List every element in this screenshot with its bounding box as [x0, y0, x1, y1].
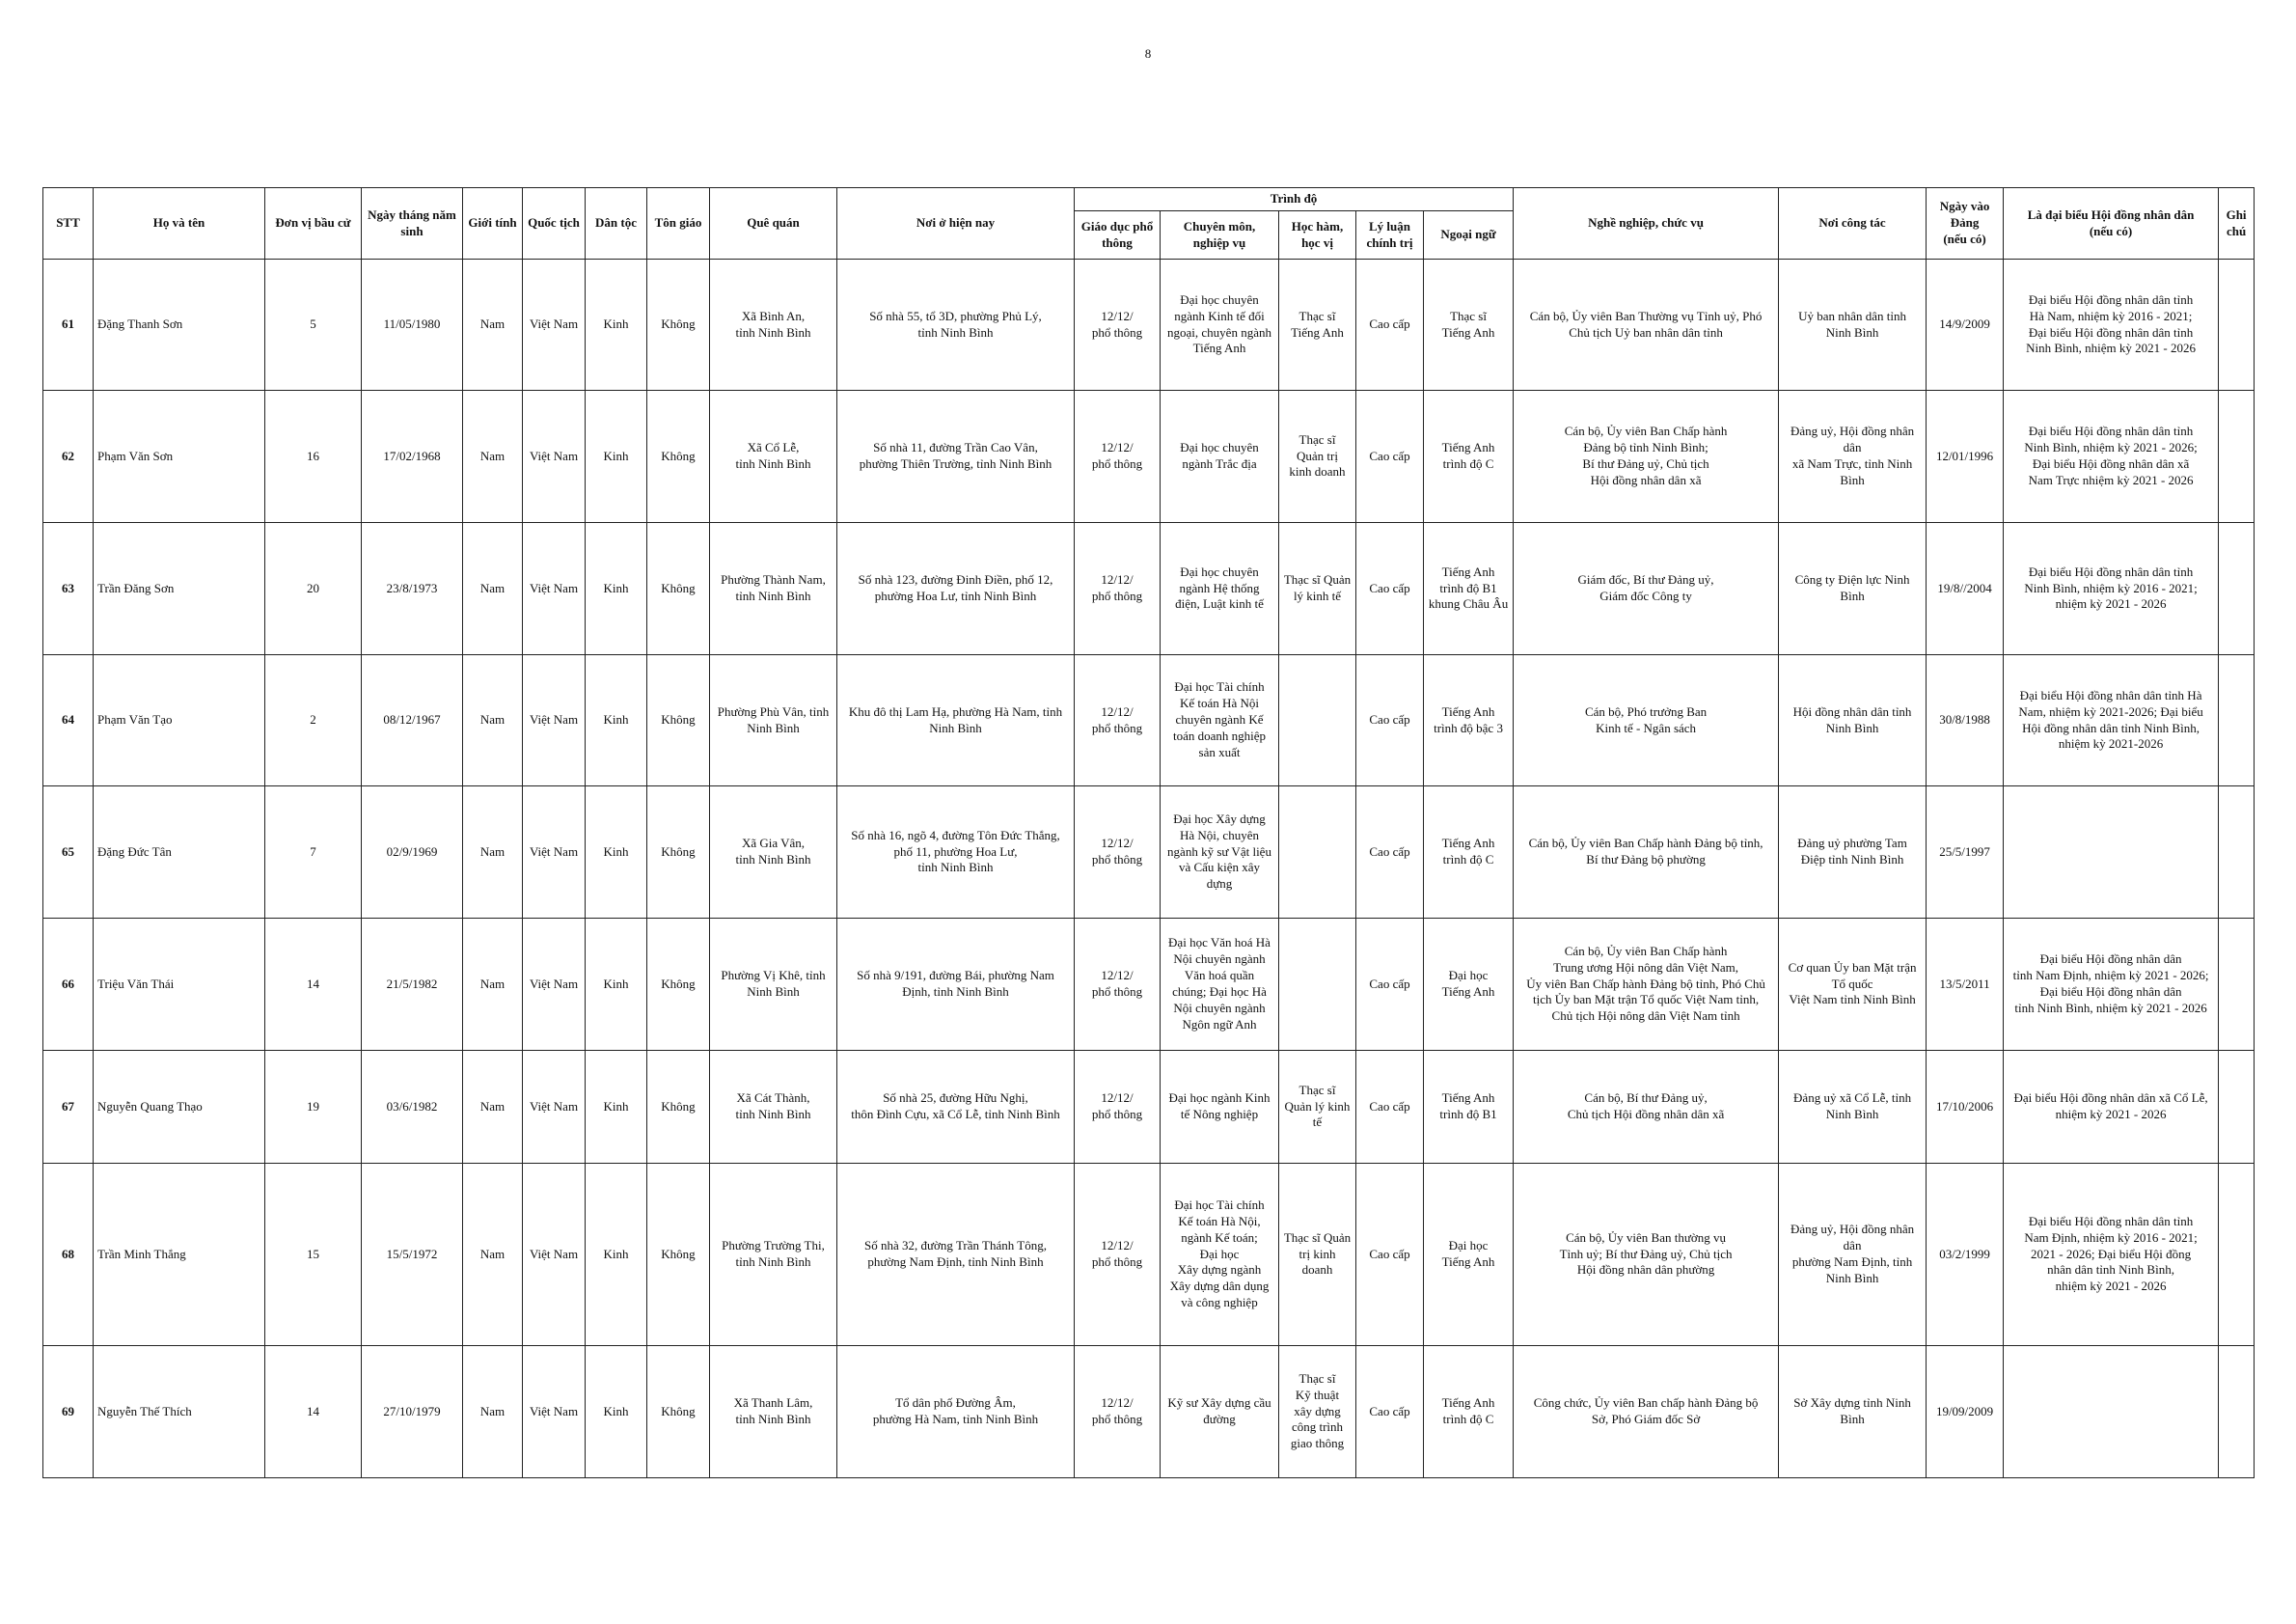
- cell-ngay-vao-dang: 14/9/2009: [1927, 260, 2004, 391]
- cell-chuyen-mon: Đại học chuyên ngành Hệ thống điện, Luật kinh tế: [1161, 523, 1279, 655]
- cell-gioi-tinh: Nam: [463, 786, 523, 919]
- cell-gioi-tinh: Nam: [463, 919, 523, 1051]
- cell-que-quan: Xã Bình An, tỉnh Ninh Bình: [710, 260, 837, 391]
- cell-nghe-nghiep: Cán bộ, Ủy viên Ban Chấp hành Đảng bộ tỉnh, Bí thư Đảng bộ phường: [1514, 786, 1779, 919]
- cell-quoc-tich: Việt Nam: [523, 786, 586, 919]
- cell-hoc-ham: [1279, 655, 1356, 786]
- header-hoc-ham: Học hàm, học vị: [1279, 211, 1356, 260]
- cell-chuyen-mon: Đại học Xây dựng Hà Nội, chuyên ngành kỹ sư Vật liệu và Cấu kiện xây dựng: [1161, 786, 1279, 919]
- cell-noi-o: Số nhà 9/191, đường Bái, phường Nam Định, tỉnh Ninh Bình: [837, 919, 1075, 1051]
- table-row: [43, 260, 2255, 391]
- cell-noi-o: Số nhà 55, tổ 3D, phường Phủ Lý, tỉnh Ninh Bình: [837, 260, 1075, 391]
- cell-nghe-nghiep: Cán bộ, Ủy viên Ban Chấp hành Trung ương Hội nông dân Việt Nam, Ủy viên Ban Chấp hành Đảng bộ tỉnh, Phó Chủ tịch Ủy ban Mặt trận Tổ quốc Việt Nam tỉnh, Chủ tịch Hội nông dân Việt Nam tỉnh: [1514, 919, 1779, 1051]
- cell-stt: 61: [43, 260, 94, 391]
- cell-nghe-nghiep: Cán bộ, Ủy viên Ban thường vụ Tỉnh uỷ; Bí thư Đảng uỷ, Chủ tịch Hội đồng nhân dân phường: [1514, 1164, 1779, 1346]
- cell-dan-toc: Kinh: [586, 1051, 647, 1164]
- cell-ngay-sinh: 21/5/1982: [362, 919, 463, 1051]
- cell-dai-bieu: Đại biểu Hội đồng nhân dân tỉnh Hà Nam, nhiệm kỳ 2021-2026; Đại biểu Hội đồng nhân dân tỉnh Ninh Bình, nhiệm kỳ 2021-2026: [2004, 655, 2219, 786]
- cell-dai-bieu: Đại biểu Hội đồng nhân dân tỉnh Nam Định, nhiệm kỳ 2021 - 2026; Đại biểu Hội đồng nhân dân tỉnh Ninh Bình, nhiệm kỳ 2021 - 2026: [2004, 919, 2219, 1051]
- cell-ho-ten: Phạm Văn Sơn: [94, 391, 265, 523]
- cell-nghe-nghiep: Cán bộ, Ủy viên Ban Chấp hành Đảng bộ tỉnh Ninh Bình; Bí thư Đảng uỷ, Chủ tịch Hội đồng nhân dân xã: [1514, 391, 1779, 523]
- cell-chuyen-mon: Đại học Tài chính Kế toán Hà Nội chuyên ngành Kế toán doanh nghiệp sản xuất: [1161, 655, 1279, 786]
- cell-noi-cong-tac: Công ty Điện lực Ninh Bình: [1779, 523, 1927, 655]
- header-noi-o: Nơi ở hiện nay: [837, 188, 1075, 260]
- cell-hoc-ham: Thạc sĩ Quản trị kinh doanh: [1279, 391, 1356, 523]
- cell-gioi-tinh: Nam: [463, 655, 523, 786]
- cell-ho-ten: Triệu Văn Thái: [94, 919, 265, 1051]
- cell-nghe-nghiep: Cán bộ, Bí thư Đảng uỷ, Chủ tịch Hội đồng nhân dân xã: [1514, 1051, 1779, 1164]
- table-row: [43, 919, 2255, 1051]
- cell-hoc-ham: Thạc sĩ Quản trị kinh doanh: [1279, 1164, 1356, 1346]
- cell-ly-luan: Cao cấp: [1356, 919, 1424, 1051]
- cell-gdpt: 12/12/ phổ thông: [1075, 1164, 1161, 1346]
- cell-noi-o: Số nhà 25, đường Hữu Nghị, thôn Đình Cựu, xã Cổ Lễ, tỉnh Ninh Bình: [837, 1051, 1075, 1164]
- cell-ho-ten: Đặng Đức Tân: [94, 786, 265, 919]
- table-row: [43, 786, 2255, 919]
- cell-don-vi: 20: [265, 523, 362, 655]
- cell-dai-bieu: Đại biểu Hội đồng nhân dân tỉnh Ninh Bình, nhiệm kỳ 2021 - 2026; Đại biểu Hội đồng nhân dân xã Nam Trực nhiệm kỳ 2021 - 2026: [2004, 391, 2219, 523]
- cell-gioi-tinh: Nam: [463, 1346, 523, 1478]
- cell-ton-giao: Không: [647, 655, 710, 786]
- cell-stt: 68: [43, 1164, 94, 1346]
- cell-noi-o: Số nhà 32, đường Trần Thánh Tông, phường Nam Định, tỉnh Ninh Bình: [837, 1164, 1075, 1346]
- header-gioi-tinh: Giới tính: [463, 188, 523, 260]
- cell-dan-toc: Kinh: [586, 1346, 647, 1478]
- cell-stt: 66: [43, 919, 94, 1051]
- header-gdpt: Giáo dục phổ thông: [1075, 211, 1161, 260]
- cell-noi-o: Khu đô thị Lam Hạ, phường Hà Nam, tỉnh Ninh Bình: [837, 655, 1075, 786]
- cell-ngay-sinh: 11/05/1980: [362, 260, 463, 391]
- cell-stt: 64: [43, 655, 94, 786]
- cell-dai-bieu: [2004, 786, 2219, 919]
- table-row: [43, 1346, 2255, 1478]
- cell-que-quan: Phường Phù Vân, tỉnh Ninh Bình: [710, 655, 837, 786]
- cell-ngoai-ngu: Tiếng Anh trình độ C: [1424, 1346, 1514, 1478]
- cell-dai-bieu: Đại biểu Hội đồng nhân dân tỉnh Ninh Bình, nhiệm kỳ 2016 - 2021; nhiệm kỳ 2021 - 2026: [2004, 523, 2219, 655]
- cell-hoc-ham: Thạc sĩ Quản lý kinh tế: [1279, 523, 1356, 655]
- cell-ngoai-ngu: Tiếng Anh trình độ C: [1424, 786, 1514, 919]
- cell-ton-giao: Không: [647, 523, 710, 655]
- cell-ngay-vao-dang: 13/5/2011: [1927, 919, 2004, 1051]
- cell-noi-cong-tac: Hội đồng nhân dân tỉnh Ninh Bình: [1779, 655, 1927, 786]
- cell-ngoai-ngu: Đại học Tiếng Anh: [1424, 1164, 1514, 1346]
- cell-don-vi: 2: [265, 655, 362, 786]
- header-dan-toc: Dân tộc: [586, 188, 647, 260]
- cell-noi-o: Số nhà 16, ngõ 4, đường Tôn Đức Thắng, phố 11, phường Hoa Lư, tỉnh Ninh Bình: [837, 786, 1075, 919]
- cell-ghi-chu: [2219, 523, 2255, 655]
- header-ghi-chu: Ghi chú: [2219, 188, 2255, 260]
- table-row: [43, 655, 2255, 786]
- cell-stt: 67: [43, 1051, 94, 1164]
- header-trinh-do: Trình độ: [1075, 188, 1514, 211]
- cell-ngay-sinh: 02/9/1969: [362, 786, 463, 919]
- cell-ngay-vao-dang: 19/8//2004: [1927, 523, 2004, 655]
- cell-noi-cong-tac: Sở Xây dựng tỉnh Ninh Bình: [1779, 1346, 1927, 1478]
- cell-noi-cong-tac: Đảng uỷ, Hội đồng nhân dân phường Nam Định, tỉnh Ninh Bình: [1779, 1164, 1927, 1346]
- cell-dai-bieu: Đại biểu Hội đồng nhân dân tỉnh Nam Định, nhiệm kỳ 2016 - 2021; 2021 - 2026; Đại biểu Hội đồng nhân dân tỉnh Ninh Bình, nhiệm kỳ 2021 - 2026: [2004, 1164, 2219, 1346]
- cell-ly-luan: Cao cấp: [1356, 655, 1424, 786]
- cell-stt: 62: [43, 391, 94, 523]
- cell-quoc-tich: Việt Nam: [523, 1346, 586, 1478]
- cell-que-quan: Phường Vị Khê, tỉnh Ninh Bình: [710, 919, 837, 1051]
- cell-gioi-tinh: Nam: [463, 523, 523, 655]
- cell-dan-toc: Kinh: [586, 1164, 647, 1346]
- cell-noi-o: Số nhà 11, đường Trần Cao Vân, phường Thiên Trường, tỉnh Ninh Bình: [837, 391, 1075, 523]
- cell-que-quan: Xã Cát Thành, tỉnh Ninh Bình: [710, 1051, 837, 1164]
- cell-quoc-tich: Việt Nam: [523, 655, 586, 786]
- cell-noi-cong-tac: Đảng uỷ xã Cổ Lễ, tỉnh Ninh Bình: [1779, 1051, 1927, 1164]
- cell-que-quan: Phường Thành Nam, tỉnh Ninh Bình: [710, 523, 837, 655]
- cell-don-vi: 19: [265, 1051, 362, 1164]
- cell-ghi-chu: [2219, 919, 2255, 1051]
- cell-dai-bieu: [2004, 1346, 2219, 1478]
- cell-noi-cong-tac: Đảng uỷ phường Tam Điệp tỉnh Ninh Bình: [1779, 786, 1927, 919]
- cell-dai-bieu: Đại biểu Hội đồng nhân dân tỉnh Hà Nam, nhiệm kỳ 2016 - 2021; Đại biểu Hội đồng nhân dân tỉnh Ninh Bình, nhiệm kỳ 2021 - 2026: [2004, 260, 2219, 391]
- cell-nghe-nghiep: Cán bộ, Ủy viên Ban Thường vụ Tỉnh uỷ, Phó Chủ tịch Uỷ ban nhân dân tỉnh: [1514, 260, 1779, 391]
- header-ngay-vao-dang: Ngày vào Đảng (nếu có): [1927, 188, 2004, 260]
- cell-ghi-chu: [2219, 1346, 2255, 1478]
- cell-ngay-vao-dang: 19/09/2009: [1927, 1346, 2004, 1478]
- cell-ho-ten: Phạm Văn Tạo: [94, 655, 265, 786]
- cell-quoc-tich: Việt Nam: [523, 1051, 586, 1164]
- cell-chuyen-mon: Đại học ngành Kinh tế Nông nghiệp: [1161, 1051, 1279, 1164]
- cell-ton-giao: Không: [647, 1346, 710, 1478]
- cell-gdpt: 12/12/ phổ thông: [1075, 1346, 1161, 1478]
- cell-gdpt: 12/12/ phổ thông: [1075, 391, 1161, 523]
- table-body: [43, 260, 2255, 1478]
- cell-ho-ten: Đặng Thanh Sơn: [94, 260, 265, 391]
- cell-ton-giao: Không: [647, 786, 710, 919]
- cell-dan-toc: Kinh: [586, 786, 647, 919]
- cell-nghe-nghiep: Cán bộ, Phó trưởng Ban Kinh tế - Ngân sách: [1514, 655, 1779, 786]
- cell-ngay-sinh: 27/10/1979: [362, 1346, 463, 1478]
- cell-ngay-sinh: 03/6/1982: [362, 1051, 463, 1164]
- header-quoc-tich: Quốc tịch: [523, 188, 586, 260]
- table-row: [43, 1051, 2255, 1164]
- header-ton-giao: Tôn giáo: [647, 188, 710, 260]
- cell-ho-ten: Trần Minh Thắng: [94, 1164, 265, 1346]
- cell-dan-toc: Kinh: [586, 919, 647, 1051]
- cell-ho-ten: Nguyễn Quang Thạo: [94, 1051, 265, 1164]
- cell-ngay-vao-dang: 17/10/2006: [1927, 1051, 2004, 1164]
- cell-gdpt: 12/12/ phổ thông: [1075, 919, 1161, 1051]
- cell-noi-o: Số nhà 123, đường Đinh Điền, phố 12, phường Hoa Lư, tỉnh Ninh Bình: [837, 523, 1075, 655]
- cell-don-vi: 14: [265, 919, 362, 1051]
- header-don-vi: Đơn vị bầu cử: [265, 188, 362, 260]
- header-noi-cong-tac: Nơi công tác: [1779, 188, 1927, 260]
- cell-nghe-nghiep: Giám đốc, Bí thư Đảng uỷ, Giám đốc Công ty: [1514, 523, 1779, 655]
- cell-ngay-vao-dang: 03/2/1999: [1927, 1164, 2004, 1346]
- cell-gdpt: 12/12/ phổ thông: [1075, 523, 1161, 655]
- cell-quoc-tich: Việt Nam: [523, 1164, 586, 1346]
- cell-quoc-tich: Việt Nam: [523, 523, 586, 655]
- header-dai-bieu: Là đại biểu Hội đồng nhân dân (nếu có): [2004, 188, 2219, 260]
- cell-ho-ten: Nguyễn Thế Thích: [94, 1346, 265, 1478]
- table-row: [43, 1164, 2255, 1346]
- cell-noi-o: Tổ dân phố Đường Âm, phường Hà Nam, tỉnh Ninh Bình: [837, 1346, 1075, 1478]
- cell-dan-toc: Kinh: [586, 655, 647, 786]
- cell-chuyen-mon: Đại học chuyên ngành Trắc địa: [1161, 391, 1279, 523]
- header-ho-ten: Họ và tên: [94, 188, 265, 260]
- cell-don-vi: 14: [265, 1346, 362, 1478]
- cell-ngay-sinh: 15/5/1972: [362, 1164, 463, 1346]
- cell-que-quan: Phường Trường Thi, tỉnh Ninh Bình: [710, 1164, 837, 1346]
- cell-ly-luan: Cao cấp: [1356, 1051, 1424, 1164]
- cell-ngay-vao-dang: 25/5/1997: [1927, 786, 2004, 919]
- cell-ly-luan: Cao cấp: [1356, 786, 1424, 919]
- cell-que-quan: Xã Gia Vân, tỉnh Ninh Bình: [710, 786, 837, 919]
- cell-ngay-sinh: 17/02/1968: [362, 391, 463, 523]
- cell-quoc-tich: Việt Nam: [523, 260, 586, 391]
- cell-gdpt: 12/12/ phổ thông: [1075, 786, 1161, 919]
- cell-chuyen-mon: Kỹ sư Xây dựng cầu đường: [1161, 1346, 1279, 1478]
- cell-ghi-chu: [2219, 391, 2255, 523]
- cell-stt: 69: [43, 1346, 94, 1478]
- cell-ly-luan: Cao cấp: [1356, 391, 1424, 523]
- cell-ly-luan: Cao cấp: [1356, 523, 1424, 655]
- cell-ngoai-ngu: Tiếng Anh trình độ C: [1424, 391, 1514, 523]
- cell-stt: 65: [43, 786, 94, 919]
- cell-chuyen-mon: Đại học Tài chính Kế toán Hà Nội, ngành Kế toán; Đại học Xây dựng ngành Xây dựng dân dụng và công nghiệp: [1161, 1164, 1279, 1346]
- cell-ton-giao: Không: [647, 919, 710, 1051]
- cell-que-quan: Xã Thanh Lâm, tỉnh Ninh Bình: [710, 1346, 837, 1478]
- cell-hoc-ham: Thạc sĩ Kỹ thuật xây dựng công trình giao thông: [1279, 1346, 1356, 1478]
- cell-ngoai-ngu: Thạc sĩ Tiếng Anh: [1424, 260, 1514, 391]
- table-row: [43, 523, 2255, 655]
- cell-ton-giao: Không: [647, 260, 710, 391]
- cell-don-vi: 7: [265, 786, 362, 919]
- cell-gioi-tinh: Nam: [463, 391, 523, 523]
- cell-que-quan: Xã Cổ Lễ, tỉnh Ninh Bình: [710, 391, 837, 523]
- cell-dan-toc: Kinh: [586, 391, 647, 523]
- header-nghe-nghiep: Nghề nghiệp, chức vụ: [1514, 188, 1779, 260]
- cell-chuyen-mon: Đại học chuyên ngành Kinh tế đối ngoại, chuyên ngành Tiếng Anh: [1161, 260, 1279, 391]
- cell-gdpt: 12/12/ phổ thông: [1075, 655, 1161, 786]
- cell-ho-ten: Trần Đăng Sơn: [94, 523, 265, 655]
- cell-hoc-ham: [1279, 919, 1356, 1051]
- cell-stt: 63: [43, 523, 94, 655]
- cell-quoc-tich: Việt Nam: [523, 391, 586, 523]
- cell-ghi-chu: [2219, 655, 2255, 786]
- header-chuyen-mon: Chuyên môn, nghiệp vụ: [1161, 211, 1279, 260]
- table-header: [43, 188, 2255, 260]
- header-ngay-sinh: Ngày tháng năm sinh: [362, 188, 463, 260]
- cell-ly-luan: Cao cấp: [1356, 1346, 1424, 1478]
- cell-don-vi: 5: [265, 260, 362, 391]
- cell-ly-luan: Cao cấp: [1356, 1164, 1424, 1346]
- cell-ngay-sinh: 08/12/1967: [362, 655, 463, 786]
- cell-ngay-sinh: 23/8/1973: [362, 523, 463, 655]
- header-ngoai-ngu: Ngoại ngữ: [1424, 211, 1514, 260]
- header-stt: STT: [43, 188, 94, 260]
- cell-chuyen-mon: Đại học Văn hoá Hà Nội chuyên ngành Văn hoá quần chúng; Đại học Hà Nội chuyên ngành Ngôn ngữ Anh: [1161, 919, 1279, 1051]
- cell-don-vi: 15: [265, 1164, 362, 1346]
- cell-nghe-nghiep: Công chức, Ủy viên Ban chấp hành Đảng bộ Sở, Phó Giám đốc Sở: [1514, 1346, 1779, 1478]
- cell-gioi-tinh: Nam: [463, 1164, 523, 1346]
- cell-ngay-vao-dang: 30/8/1988: [1927, 655, 2004, 786]
- cell-ghi-chu: [2219, 786, 2255, 919]
- cell-noi-cong-tac: Đảng uỷ, Hội đồng nhân dân xã Nam Trực, tỉnh Ninh Bình: [1779, 391, 1927, 523]
- cell-gioi-tinh: Nam: [463, 260, 523, 391]
- cell-ton-giao: Không: [647, 1051, 710, 1164]
- cell-ly-luan: Cao cấp: [1356, 260, 1424, 391]
- header-que-quan: Quê quán: [710, 188, 837, 260]
- table-row: [43, 391, 2255, 523]
- cell-gioi-tinh: Nam: [463, 1051, 523, 1164]
- cell-noi-cong-tac: Cơ quan Ủy ban Mặt trận Tổ quốc Việt Nam tỉnh Ninh Bình: [1779, 919, 1927, 1051]
- candidates-table: [42, 187, 2255, 1478]
- cell-quoc-tich: Việt Nam: [523, 919, 586, 1051]
- cell-ton-giao: Không: [647, 391, 710, 523]
- header-ly-luan: Lý luận chính trị: [1356, 211, 1424, 260]
- cell-ghi-chu: [2219, 260, 2255, 391]
- cell-hoc-ham: Thạc sĩ Tiếng Anh: [1279, 260, 1356, 391]
- cell-ngoai-ngu: Tiếng Anh trình độ B1 khung Châu Âu: [1424, 523, 1514, 655]
- cell-dan-toc: Kinh: [586, 260, 647, 391]
- cell-gdpt: 12/12/ phổ thông: [1075, 1051, 1161, 1164]
- cell-noi-cong-tac: Uỷ ban nhân dân tỉnh Ninh Bình: [1779, 260, 1927, 391]
- page-number: 8: [1144, 46, 1152, 61]
- cell-ngoai-ngu: Tiếng Anh trình độ bậc 3: [1424, 655, 1514, 786]
- cell-hoc-ham: Thạc sĩ Quản lý kinh tế: [1279, 1051, 1356, 1164]
- cell-hoc-ham: [1279, 786, 1356, 919]
- cell-ton-giao: Không: [647, 1164, 710, 1346]
- cell-ngoai-ngu: Tiếng Anh trình độ B1: [1424, 1051, 1514, 1164]
- cell-ghi-chu: [2219, 1051, 2255, 1164]
- cell-dan-toc: Kinh: [586, 523, 647, 655]
- cell-ngay-vao-dang: 12/01/1996: [1927, 391, 2004, 523]
- cell-ngoai-ngu: Đại học Tiếng Anh: [1424, 919, 1514, 1051]
- cell-don-vi: 16: [265, 391, 362, 523]
- cell-ghi-chu: [2219, 1164, 2255, 1346]
- cell-dai-bieu: Đại biểu Hội đồng nhân dân xã Cổ Lễ, nhiệm kỳ 2021 - 2026: [2004, 1051, 2219, 1164]
- cell-gdpt: 12/12/ phổ thông: [1075, 260, 1161, 391]
